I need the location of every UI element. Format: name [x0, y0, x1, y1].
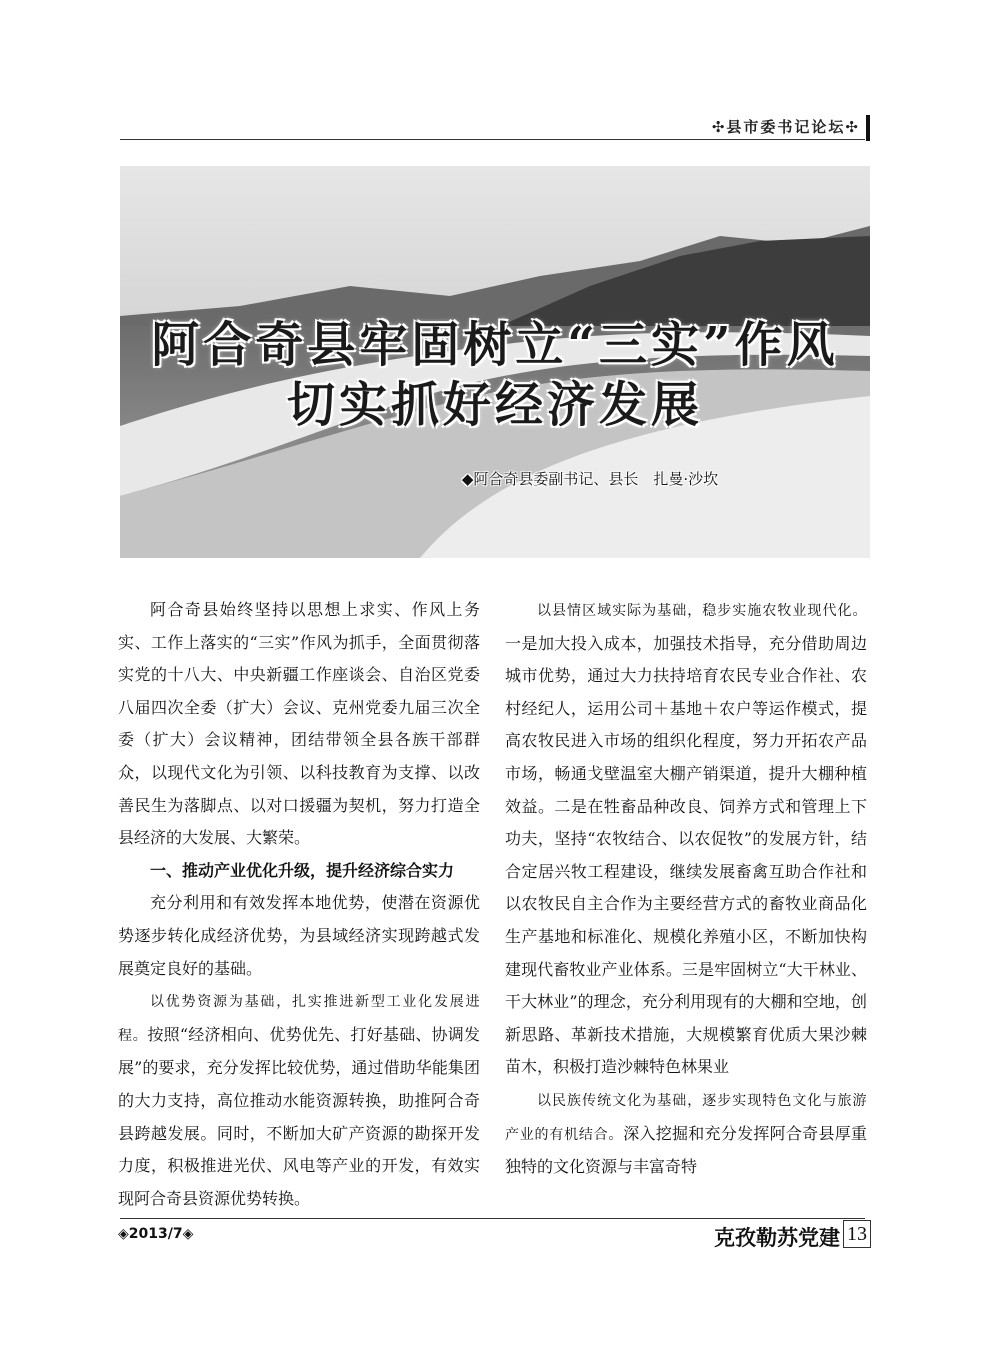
paragraph-text: 深入挖掘和充分发挥阿合奇县厚重独特的文化资源与丰富奇特 — [505, 1123, 867, 1177]
paragraph — [505, 594, 867, 1084]
paragraph-lead: 以县情区域实际为基础，稳步实施农牧业现代化。 — [537, 603, 867, 619]
byline: ◆阿合奇县委副书记、县长 扎曼·沙坎 — [461, 470, 719, 488]
paragraph — [118, 985, 480, 1215]
header-bar — [866, 115, 870, 141]
right-column — [505, 594, 867, 1184]
footer-rule — [120, 1218, 865, 1219]
left-column — [118, 594, 480, 1215]
hero-photo — [120, 166, 870, 558]
column-label: ✣县市委书记论坛✣ — [711, 118, 860, 136]
article-title-line1: 阿合奇县牢固树立“三实”作风 — [151, 317, 839, 373]
paragraph-text: 一是加大投入成本，加强技术指导，充分借助周边城市优势，通过大力扶持培育农民专业合作社、农村经纪人，运用公司＋基地＋农户等运作模式，提高农牧民进入市场的组织化程度，努力开拓农产品市场，畅通戈壁温室大棚产销渠道，提升大棚种植效益。二是在牲畜品种改良、饲养方式和管理上下功夫，坚持“农牧结合、以农促牧”的发展方针，结合定居兴牧工程建设，继续发展畜禽互助合作社和以农牧民自主合作为主要经营方式的畜牧业商品化生产基地和标准化、规模化养殖小区，不断加快构建现代畜牧业产业体系。三是牢固树立“大干林业、干大林业”的理念，充分利用现有的大棚和空地，创新思路、革新技术措施，大规模繁育优质大果沙棘苗木，积极打造沙棘特色林果业 — [505, 633, 867, 1077]
paragraph-lead: 以优势资源为基础，扎实推进新型工业化发展进程。 — [118, 994, 480, 1044]
header-rule — [120, 139, 865, 140]
paragraph: 阿合奇县始终坚持以思想上求实、作风上务实、工作上落实的“三实”作风为抓手，全面贯彻落实党的十八大、中央新疆工作座谈会、自治区党委八届四次全委（扩大）会议、克州党委九届三次全委（扩大）会议精神，团结带领全县各族干部群众，以现代文化为引领、以科技教育为支撑、以改善民生为落脚点、以对口援疆为契机，努力打造全县经济的大发展、大繁荣。 — [118, 600, 480, 848]
paragraph — [505, 1084, 867, 1184]
paragraph-lead: 以民族传统文化为基础，逐步实现特色文化与旅游产业的有机结合。 — [505, 1092, 867, 1143]
issue-date: ◈2013/7◈ — [118, 1226, 194, 1242]
page-number: 13 — [843, 1220, 871, 1248]
article-title-line2: 切实抓好经济发展 — [286, 377, 703, 433]
magazine-name: 克孜勒苏党建 — [714, 1225, 840, 1250]
paragraph-text: 按照“经济相向、优势优先、打好基础、协调发展”的要求，充分发挥比较优势，通过借助华能集团的大力支持，高位推动水能资源转换，助推阿合奇县跨越发展。同时，不断加大矿产资源的勘探开发力度，积极推进光伏、风电等产业的开发，有效实现阿合奇县资源优势转换。 — [118, 1024, 480, 1208]
section-heading: 一、推动产业优化升级，提升经济综合实力 — [150, 860, 455, 880]
paragraph: 充分利用和有效发挥本地优势，使潜在资源优势逐步转化成经济优势，为县域经济实现跨越式发展奠定良好的基础。 — [118, 893, 480, 978]
